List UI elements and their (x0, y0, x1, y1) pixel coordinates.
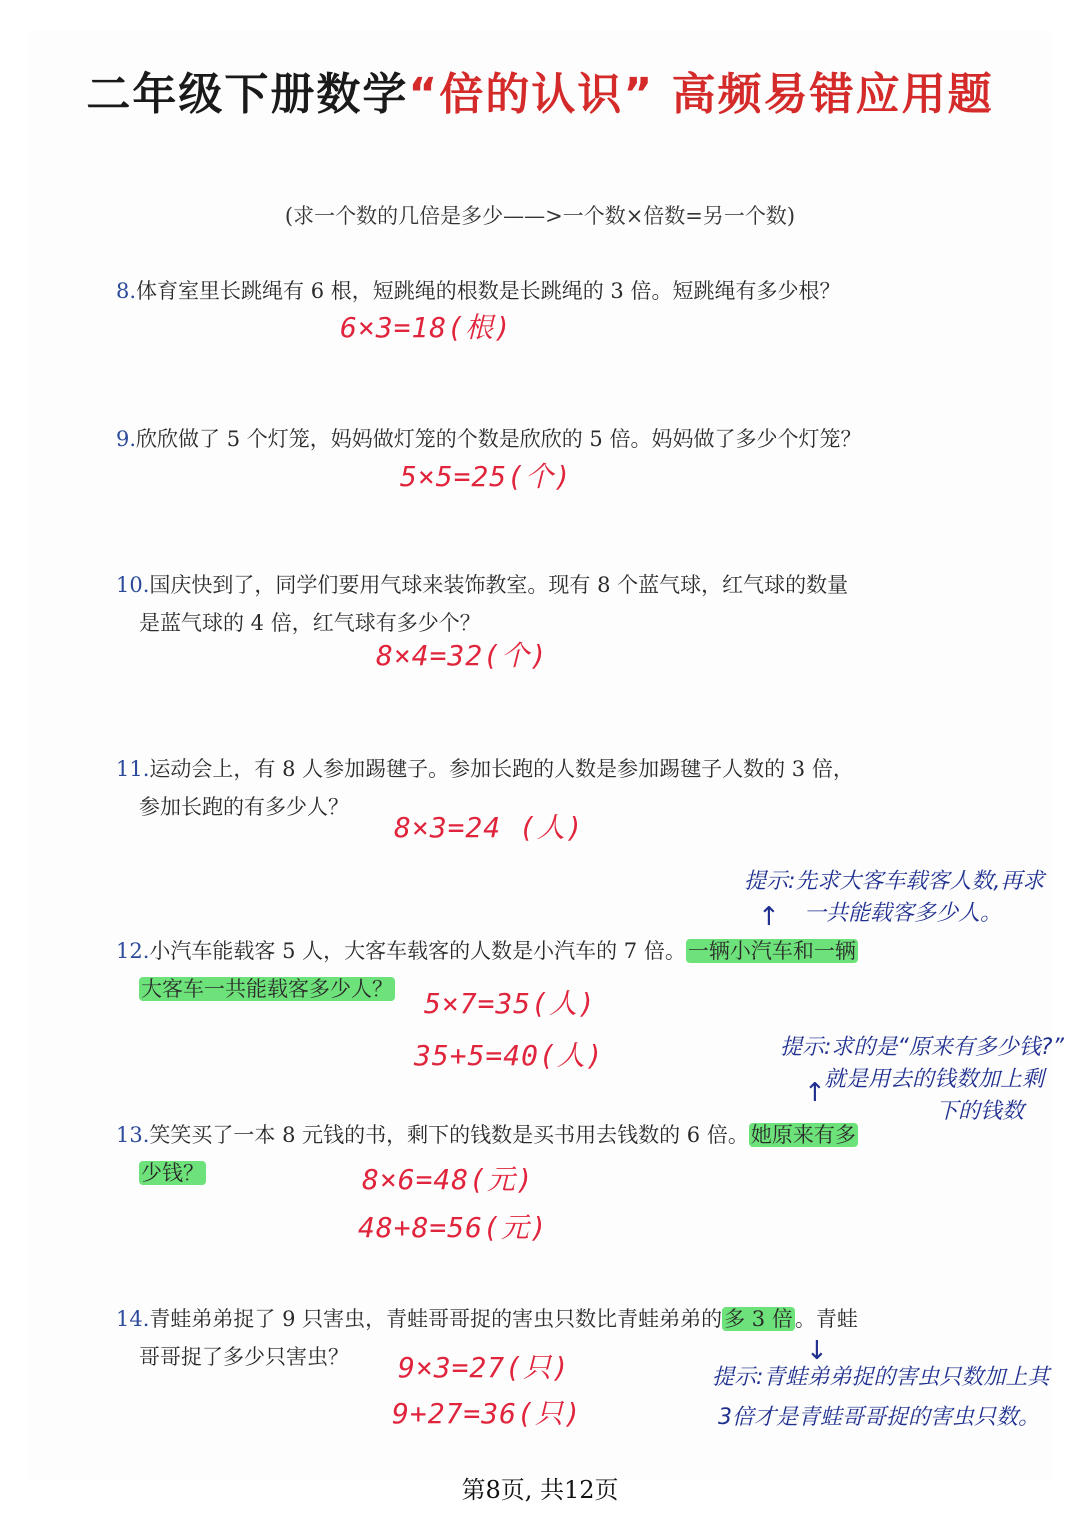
hint-line: 提示:青蛙弟弟捉的害虫只数加上其 (712, 1365, 1050, 1390)
up-arrow-icon: ↑ (804, 1078, 826, 1108)
hint-line: 提示:求的是“原来有多少钱?” (780, 1035, 1064, 1060)
question-number: 8. (116, 279, 137, 303)
highlighted-text: 大客车一共能载客多少人？ (141, 977, 393, 1001)
question-text: 小汽车能载客 5 人，大客车载客的人数是小汽车的 7 倍。 (149, 939, 686, 963)
question-number: 12. (116, 939, 150, 963)
highlighted-text: 一辆小汽车和一辆 (687, 939, 856, 963)
question-number: 14. (116, 1307, 150, 1331)
hint-line: 下的钱数 (936, 1099, 1025, 1124)
answer-13-step1: 8×6=48(元) (362, 1163, 534, 1196)
question-text: 。青蛙 (794, 1307, 858, 1331)
answer-14-step2: 9+27=36(只) (392, 1397, 582, 1430)
question-8 (116, 272, 840, 310)
question-number: 13. (116, 1123, 150, 1147)
answer-9-step1: 5×5=25(个) (400, 460, 572, 493)
title-part-topic: “倍的认识” (408, 69, 655, 120)
question-text-cont: 是蓝气球的 4 倍，红气球有多少个？ (139, 611, 481, 635)
question-number: 11. (116, 757, 150, 781)
hint-line: 3倍才是青蛙哥哥捉的害虫只数。 (718, 1405, 1040, 1430)
highlighted-text: 少钱？ (141, 1161, 204, 1185)
question-number: 10. (116, 573, 150, 597)
answer-8-step1: 6×3=18(根) (340, 311, 512, 344)
question-text: 笑笑买了一本 8 元钱的书，剩下的钱数是买书用去钱数的 6 倍。 (149, 1123, 749, 1147)
question-text-cont: 参加长跑的有多少人？ (139, 795, 349, 819)
up-arrow-icon: ↑ (758, 902, 780, 932)
question-10 (116, 566, 848, 642)
hint-14 (712, 1362, 1049, 1434)
hint-line: 一共能载客多少人。 (804, 901, 1003, 926)
answer-10-step1: 8×4=32(个) (376, 639, 548, 672)
title-part-grade: 二年级下册数学 (86, 69, 409, 120)
question-text: 运动会上，有 8 人参加踢毽子。参加长跑的人数是参加踢毽子人数的 3 倍， (149, 757, 854, 781)
page-footer: 第8页, 共12页 (461, 1476, 619, 1504)
formula-subtitle: (求一个数的几倍是多少——>一个数×倍数=另一个数) (284, 204, 796, 228)
page-title (0, 58, 1080, 122)
highlighted-text: 她原来有多 (750, 1123, 856, 1147)
down-arrow-icon: ↓ (806, 1336, 828, 1366)
question-9 (116, 420, 861, 458)
question-text: 青蛙弟弟捉了 9 只害虫，青蛙哥哥捉的害虫只数比青蛙弟弟的 (149, 1307, 723, 1331)
question-text: 欣欣做了 5 个灯笼，妈妈做灯笼的个数是欣欣的 5 倍。妈妈做了多少个灯笼？ (136, 427, 862, 451)
answer-14-step1: 9×3=27(只) (398, 1351, 570, 1384)
question-text: 体育室里长跳绳有 6 根，短跳绳的根数是长跳绳的 3 倍。短跳绳有多少根？ (136, 279, 841, 303)
answer-13-step2: 48+8=56(元) (358, 1211, 548, 1244)
answer-12-step2: 35+5=40(人) (414, 1039, 604, 1072)
question-text-cont: 哥哥捉了多少只害虫？ (139, 1345, 349, 1369)
hint-line: 就是用去的钱数加上剩 (824, 1067, 1045, 1092)
title-part-type: 高频易错应用题 (671, 69, 994, 120)
answer-12-step1: 5×7=35(人) (424, 987, 596, 1020)
question-text: 国庆快到了，同学们要用气球来装饰教室。现有 8 个蓝气球，红气球的数量 (149, 573, 849, 597)
hint-12 (744, 866, 1044, 930)
question-number: 9. (116, 427, 137, 451)
hint-line: 提示:先求大客车载客人数,再求 (744, 869, 1045, 894)
highlighted-text: 多 3 倍 (724, 1307, 793, 1331)
answer-11-step1: 8×3=24 (人) (394, 811, 584, 844)
